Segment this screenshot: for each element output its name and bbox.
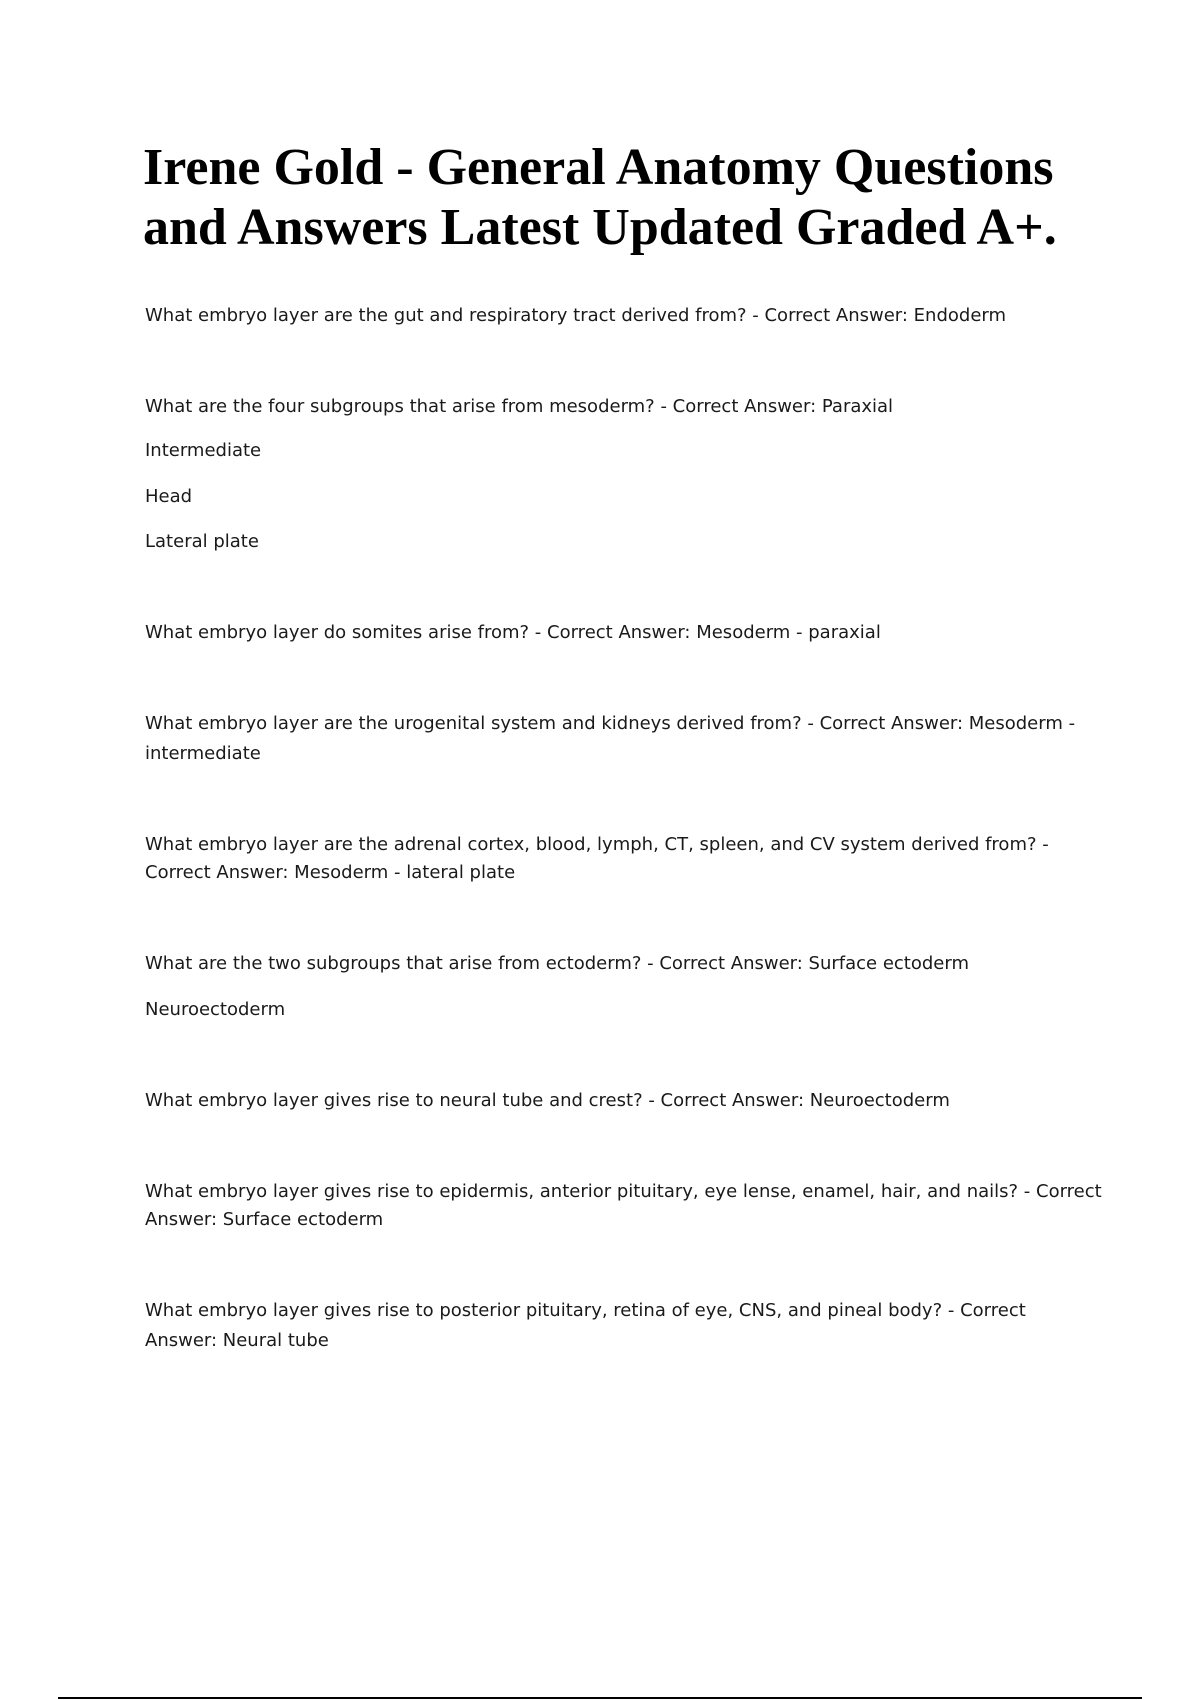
qa-7-line-1: What embryo layer gives rise to neural tube and crest? - Correct Answer: Neuroectoderm — [145, 1090, 950, 1111]
title-line-1: Irene Gold - General Anatomy Questions — [143, 139, 1054, 196]
qa-2-extra-line-3: Lateral plate — [145, 531, 259, 552]
qa-8-line-2: Answer: Surface ectoderm — [145, 1209, 384, 1230]
qa-4-line-2: intermediate — [145, 743, 261, 764]
qa-9-line-1: What embryo layer gives rise to posterior pituitary, retina of eye, CNS, and pineal body? - Correct — [145, 1300, 1026, 1321]
qa-1-line-1: What embryo layer are the gut and respiratory tract derived from? - Correct Answer: Endoderm — [145, 305, 1007, 326]
qa-6-extra-line-1: Neuroectoderm — [145, 999, 286, 1020]
qa-8-line-1: What embryo layer gives rise to epidermis, anterior pituitary, eye lense, enamel, hair, and nails? - Correct — [145, 1181, 1102, 1202]
qa-9-line-2: Answer: Neural tube — [145, 1330, 329, 1351]
footer-rule — [58, 1697, 1142, 1699]
qa-2-extra-line-1: Intermediate — [145, 440, 262, 461]
qa-5-line-1: What embryo layer are the adrenal cortex, blood, lymph, CT, spleen, and CV system derived from? - — [145, 834, 1049, 855]
qa-2-extra-line-2: Head — [145, 486, 193, 507]
qa-3-line-1: What embryo layer do somites arise from? - Correct Answer: Mesoderm - paraxial — [145, 622, 881, 643]
document-title — [143, 138, 1143, 258]
qa-2-line-1: What are the four subgroups that arise from mesoderm? - Correct Answer: Paraxial — [145, 396, 894, 417]
qa-6-line-1: What are the two subgroups that arise from ectoderm? - Correct Answer: Surface ectoderm — [145, 953, 969, 974]
title-line-2: and Answers Latest Updated Graded A+. — [143, 199, 1057, 256]
qa-5-line-2: Correct Answer: Mesoderm - lateral plate — [145, 862, 516, 883]
qa-4-line-1: What embryo layer are the urogenital system and kidneys derived from? - Correct Answer: Mesoderm - — [145, 713, 1076, 734]
